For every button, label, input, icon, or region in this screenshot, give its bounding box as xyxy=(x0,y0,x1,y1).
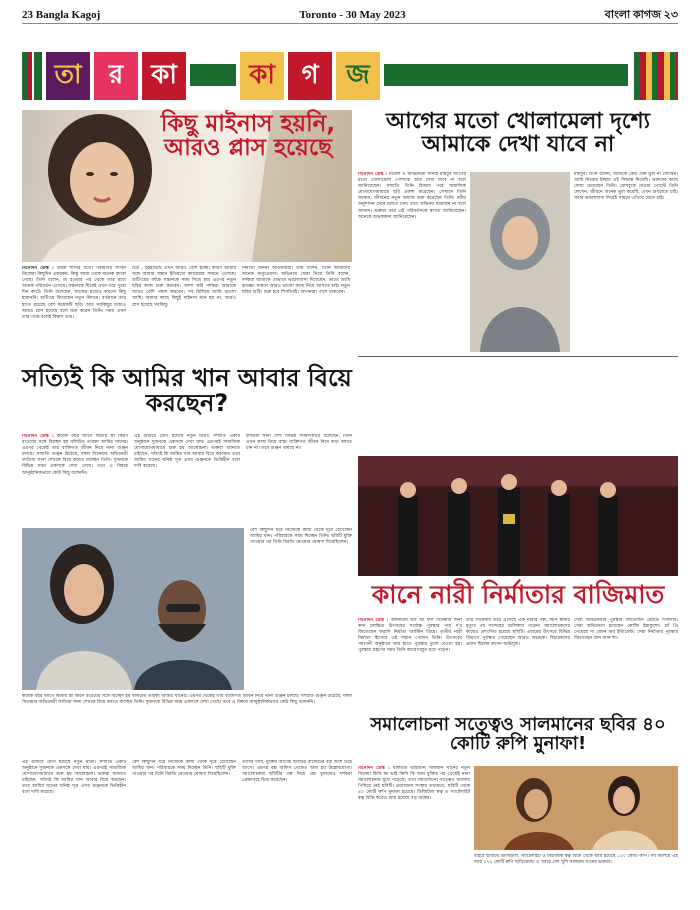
page-number-left: 23 Bangla Kagoj xyxy=(22,9,101,21)
story5-column-3 xyxy=(474,854,678,902)
masthead-pattern-right xyxy=(634,52,678,100)
masthead-letter-1: তা xyxy=(46,52,90,100)
section-masthead xyxy=(22,52,678,100)
story3-body-3: ফাতিমা সানা শেখ বিভিন্ন সাক্ষাৎকারে বলেছেন, তিনি এখন কাজ নিয়ে ব্যস্ত। ব্যক্তিগত জীবন নিয়ে কথা বলতে চান না। তবে গুঞ্জন থামছে না। xyxy=(246,434,352,452)
story5-body-3: বাইরে ছবিটির ডিজিটাল, স্যাটেলাইট ও মিউজিক স্বত্ব বিক্রি থেকে আয় হয়েছে ১০০ কোটি রুপি। সব মিলিয়ে এই আয় ১৭২ কোটি রুপি ছাড়িয়েছে। এ খবরে বেশ খুশি সালমান খানের ভক্তরা। xyxy=(474,854,678,866)
masthead-letter-6: জ xyxy=(336,52,380,100)
story5-byline: বিনোদন ডেস্ক : xyxy=(358,766,390,771)
story5-body-1: বলিউড ভাইজান সালমান খানের নতুন সিনেমা কিসি কা ভাই কিসি কি জান মুক্তির পর থেকেই নানা সমালোচনার মুখে পড়েছে। তবে সমালোচনা সত্ত্বেও ব্যবসায় পিছিয়ে নেই ছবিটি। প্রযোজনা সংস্থার তথ্যমতে, ছবিটি থেকে ৪০ কোটি রুপি মুনাফা হয়েছে। ডিজিটাল স্বত্ব ও স্যাটেলাইট স্বত্ব বিক্রি করেও আয় হয়েছে বড় অঙ্কের। xyxy=(358,766,470,802)
cannes-awards-image xyxy=(358,456,678,576)
couple-photo-image xyxy=(22,528,244,690)
bottom-column-1 xyxy=(22,760,126,902)
story5-column-1 xyxy=(358,766,470,902)
masthead-pattern-left xyxy=(22,52,32,100)
story2-byline: বিনোদন ডেস্ক : xyxy=(358,172,388,177)
story4-byline: বিনোদন ডেস্ক : xyxy=(358,618,389,623)
masthead-letter-4: কা xyxy=(240,52,284,100)
running-header xyxy=(22,8,678,24)
story3-byline: বিনোদন ডেস্ক : xyxy=(22,434,54,439)
story2-photo xyxy=(470,172,570,352)
story4-body-3: সেরা অভিনেত্রীর পুরস্কার জিতেছেন মেরভে দিজদার। সেরা অভিনেতা হয়েছেন কোজি ইয়াকুশো। গ্রাঁ প্রি পেয়েছে দ্য জোন অব ইন্টারেস্ট। সেরা নির্মাতার পুরস্কার জিতেছেন ত্রান আন হুং। xyxy=(574,618,678,642)
story4-body-1: অ্যানাটমি অব আ ফল সিনেমার জন্য কান চলচ্চিত্র উৎসবের সর্বোচ্চ পুরস্কার পাম দ'র জিতেছেন ফরাসি নির্মাতা জাস্টিন ত্রিয়ে। তৃতীয় নারী নির্মাতা হিসেবে এই সম্মান পেলেন তিনি। উৎসবের সমাপনী অনুষ্ঠানে তার হাতে পুরস্কার তুলে দেওয়া হয়। পুরস্কার গ্রহণের সময় তিনি আবেগাপ্লুত হয়ে পড়েন। xyxy=(358,618,462,654)
story3-headline: সত্যিই কি আমির খান আবার বিয়ে করছেন? xyxy=(22,364,352,418)
story4-column-2 xyxy=(466,618,570,708)
story5-photo xyxy=(474,766,678,850)
bottom-body-1: এই গুজবে যোগ হয়েছে নতুন মাত্রা। সম্প্রতি একটি অনুষ্ঠানে দুজনকে একসঙ্গে দেখা যায়। এরপরই সামাজিক যোগাযোগমাধ্যমে শুরু হয় আলোচনা। ভক্তরা জানতে চাইছেন, সত্যিই কি আমির খান আবার বিয়ে করছেন। তবে আমির খানের ঘনিষ্ঠ সূত্র এসব গুঞ্জনকে ভিত্তিহীন বলে দাবি করেছে। xyxy=(22,760,126,796)
story4-headline: কানে নারী নির্মাতার বাজিমাত xyxy=(371,580,665,609)
story2-column-1 xyxy=(358,172,466,352)
story4-column-1 xyxy=(358,618,462,708)
story3-body-1: কয়েক বছর আগে দ্বিতীয় স্ত্রী কিরণ রাওয়ের সঙ্গে বিচ্ছেদ হয় বলিউড তারকা আমির খানের। এরপর থেকেই তার ব্যক্তিগত জীবন নিয়ে নানা গুঞ্জন চলছে। সম্প্রতি গুঞ্জন উঠেছে, দঙ্গল সিনেমার অভিনেত্রী ফাতিমা সানা শেখকে বিয়ে করতে যাচ্ছেন তিনি। দুজনকে বিভিন্ন সময় একসঙ্গে দেখা গেছে। তবে এ বিষয়ে আনুষ্ঠানিকভাবে কেউ কিছু বলেননি। xyxy=(22,434,128,476)
page-number-right: বাংলা কাগজ ২৩ xyxy=(604,9,678,21)
story1-byline: বিনোদন ডেস্ক : xyxy=(22,266,54,271)
story3-column-1 xyxy=(22,434,128,524)
story2-body-1: মডেল ও অভিনেত্রী সানাই মাহবুব আগের মতো খোলামেলা পোশাকে আর দেখা যাবে না বলে জানিয়েছেন। সম্প্রতি তিনি হিজাব পরে সামাজিক যোগাযোগমাধ্যমে ছবি প্রকাশ করেছেন। সেখানে তিনি জানান, জীবনের নতুন অধ্যায় শুরু করেছেন তিনি। ধর্মীয় অনুশাসন মেনে চলতে চান। তবে অভিনয় ছাড়ছেন না বলে জানান। ভক্তরা তার এই পরিবর্তনকে স্বাগত জানিয়েছেন। অনেকে শুভকামনা জানিয়েছেন। xyxy=(358,172,466,220)
story3-body-2: এই গুজবে যোগ হয়েছে নতুন মাত্রা। সম্প্রতি একটি অনুষ্ঠানে দুজনকে একসঙ্গে দেখা যায়। এরপরই সামাজিক যোগাযোগমাধ্যমে শুরু হয় আলোচনা। ভক্তরা জানতে চাইছেন, সত্যিই কি আমির খান আবার বিয়ে করছেন। তবে আমির খানের ঘনিষ্ঠ সূত্র এসব গুঞ্জনকে ভিত্তিহীন বলে দাবি করেছে। xyxy=(134,434,240,470)
story3-body-5: কয়েক বছর আগে দ্বিতীয় স্ত্রী কিরণ রাওয়ের সঙ্গে বিচ্ছেদ হয় বলিউড তারকা আমির খানের। এরপর থেকেই তার ব্যক্তিগত জীবন নিয়ে নানা গুঞ্জন চলছে। সম্প্রতি গুঞ্জন উঠেছে, দঙ্গল সিনেমার অভিনেত্রী ফাতিমা সানা শেখকে বিয়ে করতে যাচ্ছেন তিনি। দুজনকে বিভিন্ন সময় একসঙ্গে দেখা গেছে। তবে এ বিষয়ে আনুষ্ঠানিকভাবে কেউ কিছু বলেননি। xyxy=(22,694,352,706)
masthead-bar xyxy=(190,64,236,86)
story3-column-4 xyxy=(250,528,352,690)
story3-column-2 xyxy=(134,434,240,524)
story3-continuation xyxy=(22,694,352,754)
story4-column-3 xyxy=(574,618,678,708)
masthead-letter-5: গ xyxy=(288,52,332,100)
bottom-body-3: তাদের দাবি, মুক্তির আগেই ছবিটির বাজেটের বড় অংশ উঠে আসে। এরপর বক্স অফিস থেকেও আয় হয় উল্লেখযোগ্য। সমালোচকরা ছবিটির গল্প নিয়ে প্রশ্ন তুললেও দর্শকরা প্রেক্ষাগৃহে ভিড় করেছেন। xyxy=(242,760,352,784)
story5-headline: সমালোচনা সত্ত্বেও সালমানের ছবির ৪০ কোটি রুপি মুনাফা! xyxy=(370,714,666,754)
story3-body-4: বেশ কিছুদিন ধরে নিজেকে কাজ থেকে দূরে রেখেছেন আমির খান। পরিবারকে সময় দিচ্ছেন তিনি। ছবিটি মুক্তি পাওয়ার পর তিনি বিরতি নেওয়ার ঘোষণা দিয়েছিলেন। xyxy=(250,528,352,546)
story2-headline: আগের মতো খোলামেলা দৃশ্যে আমাকে দেখা যাবে না xyxy=(385,109,651,158)
story1-body-1: উত্তম শাসির মতো পরীমণির জীবন নিজেরা কিছুদিন একরকম, কিন্তু আজ থেকে অনেক বদলে গেছে। তিনি বলেন, মা হওয়ার পর থেকে তার মধ্যে অনেক পরিবর্তন এসেছে। সন্তানকে ঘিরেই এখন তার পুরো দিন কাটে। তিনি বলেছেন, কাজের মধ্যেও কখনো কিছু হারাননি। শুটিংয়ে ফিরেছেন নতুন উদ্যমে। বর্তমানে তার হাতে রয়েছে বেশ কয়েকটি ছবি। আর সবকিছুর মধ্যেও আরও প্লাস হয়েছে বলে মনে করেন তিনি। সময় এখন তার পক্ষে বলেই বিশ্বাস তার। xyxy=(22,266,126,320)
masthead-letter-2: র xyxy=(94,52,138,100)
story2-column-2 xyxy=(574,172,678,352)
bottom-body-2: বেশ কিছুদিন ধরে নিজেকে কাজ থেকে দূরে রেখেছেন আমির খান। পরিবারকে সময় দিচ্ছেন তিনি। ছবিটি মুক্তি পাওয়ার পর তিনি বিরতি নেওয়ার ঘোষণা দিয়েছিলেন। xyxy=(132,760,236,778)
story2-body-2: মাহবুব। তিনি বলেন, আমাকে কেউ যেন ভুল না বোঝেন। আমি নিজের ইচ্ছায় এই সিদ্ধান্ত নিয়েছি। ভক্তদের কাছে দোয়া চেয়েছেন তিনি। ফেসবুকে দেওয়া পোস্টে তিনি লেখেন, জীবনে অনেক ভুল করেছি, এখন শুধরাতে চাই। সবার ভালোবাসা নিয়েই সামনে এগিয়ে যেতে চাই। xyxy=(574,172,678,202)
divider xyxy=(358,356,678,357)
story4-body-2: তার সিনেমায় উঠে এসেছে এক নারীর গল্প, যিনি স্বামীর মৃত্যুর পর সন্দেহের তালিকায় পড়েন। সমালোচকদের কাছেও প্রশংসিত হয়েছে ছবিটি। এবারের উৎসবে বিভিন্ন বিভাগে পুরস্কার পেয়েছেন আরও অনেকে। বিচারকদের প্রধান ছিলেন রুবেন অস্টলুন্ড। xyxy=(466,618,570,648)
bottom-column-2 xyxy=(132,760,236,902)
masthead-long-bar xyxy=(384,64,628,86)
story4-photo xyxy=(358,456,678,576)
movie-poster-image xyxy=(474,766,678,850)
story1-headline: কিছু মাইনাস হয়নি, আরও প্লাস হয়েছে xyxy=(160,111,336,162)
hijab-portrait-image xyxy=(470,172,570,352)
story1-body-2: চিত্র ; হইহয়েছে এখন আরও বেশি হচ্ছে। কারণ আমার সঙ্গে আমার সন্তান ইতিমধ্যে ক্যামেরার সামনে এসেছে। শুটিংয়ের ফাঁকে সন্তানকে সময় দিতে হয়। এরপর নতুন ছবির কাজ শুরু করবেন। আশা করি দর্শকরা আমাকে আরও বেশি পছন্দ করবেন। সব মিলিয়ে আমি ভালো আছি। আমার কাছে কিছুই মাইনাস মনে হয় না, আরও প্লাস হয়েছে সবকিছু। xyxy=(132,266,236,308)
story3-column-3 xyxy=(246,434,352,524)
masthead-stripe xyxy=(34,52,42,100)
issue-date: Toronto - 30 May 2023 xyxy=(299,9,406,21)
bottom-column-3 xyxy=(242,760,352,902)
story1-body-3: নির্মাতা জননী আনোয়ারা। তার বলেন, তিনি আমাদের অনেক অনুপ্রেরণা। অভিনয়ে ফেরা নিয়ে তিনি বলেন, দর্শকরা আমাকে যেভাবে ভালোবাসা দিয়েছেন, তাতে আমি কৃতজ্ঞ। সামনে আরও ভালো কাজ নিয়ে আসতে চাই। নতুন ছবির শুটিং শুরু হবে শিগগিরই। আপনারা পাশে থাকবেন। xyxy=(242,266,350,296)
masthead-letter-3: কা xyxy=(142,52,186,100)
story3-photo xyxy=(22,528,244,690)
